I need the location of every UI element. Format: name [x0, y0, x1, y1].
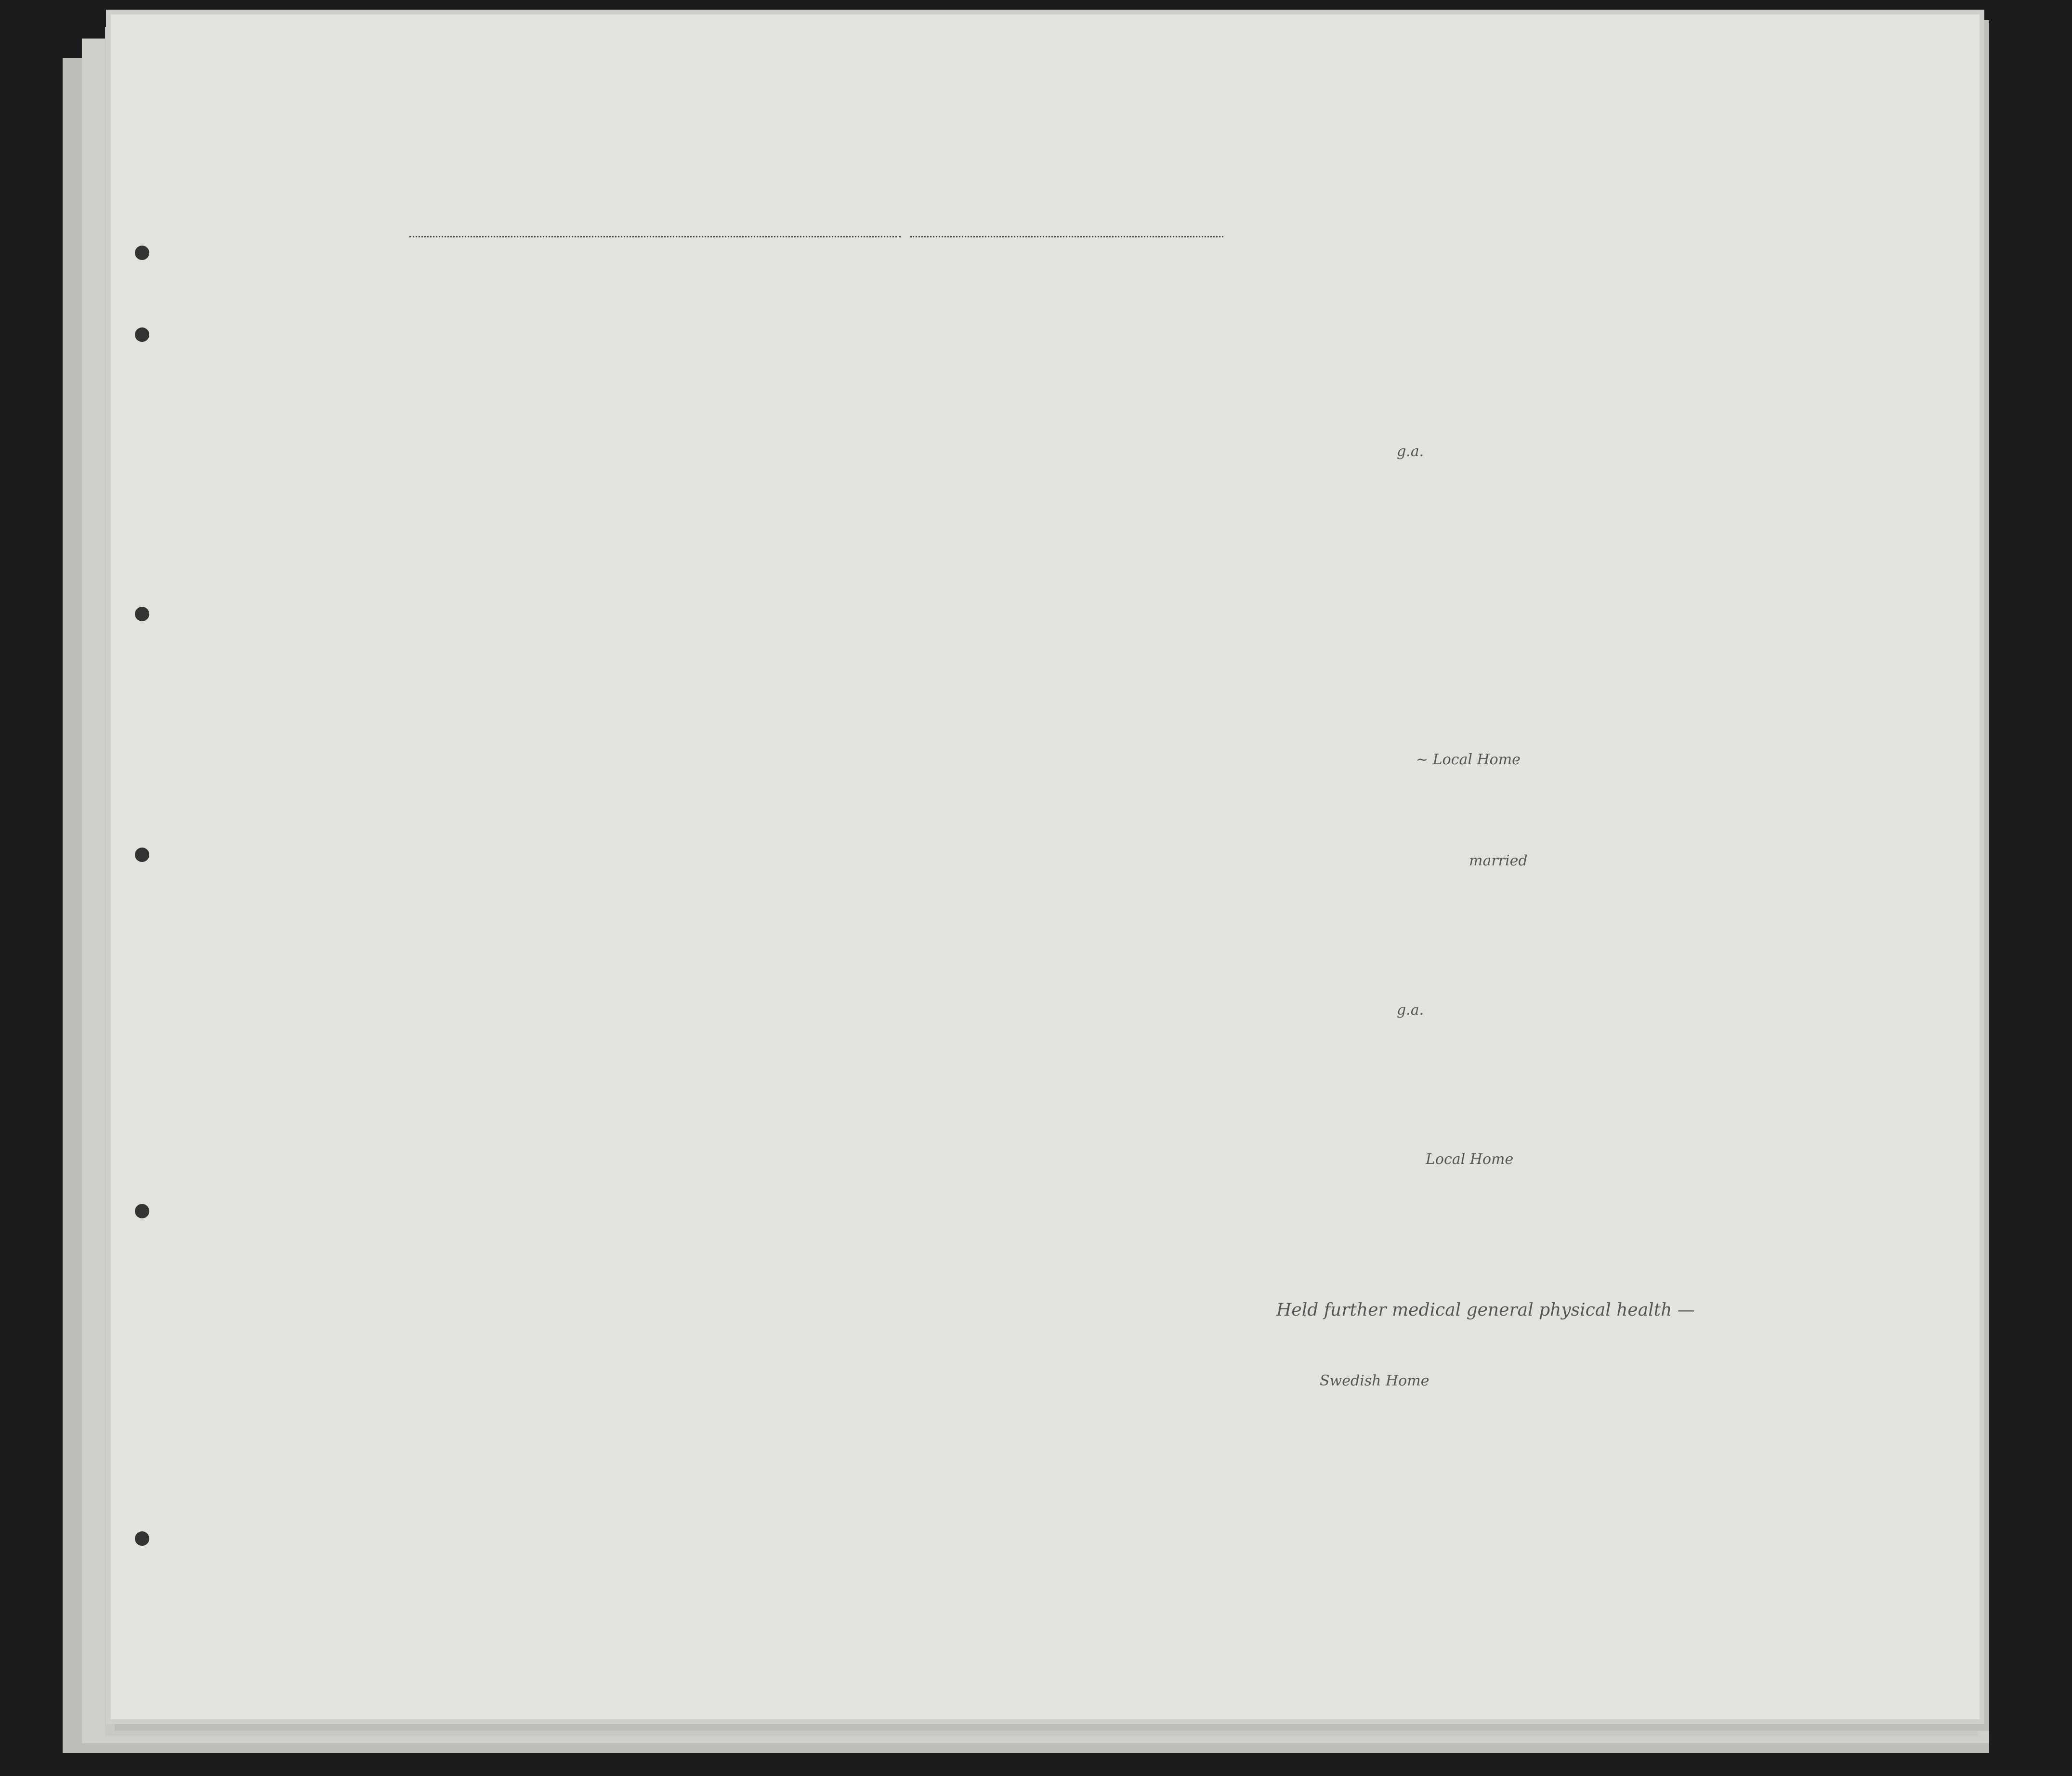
handwritten-note: married [1469, 852, 1528, 869]
handwritten-note: Local Home [1426, 1151, 1514, 1168]
handwritten-note: Held further medical general physical health — [1276, 1300, 1695, 1320]
handwritten-note: g.a. [1397, 1002, 1424, 1019]
handwritten-note: ~ Local Home [1416, 751, 1521, 768]
handwritten-note: Swedish Home [1320, 1372, 1429, 1389]
handwritten-note: g.a. [1397, 443, 1424, 460]
